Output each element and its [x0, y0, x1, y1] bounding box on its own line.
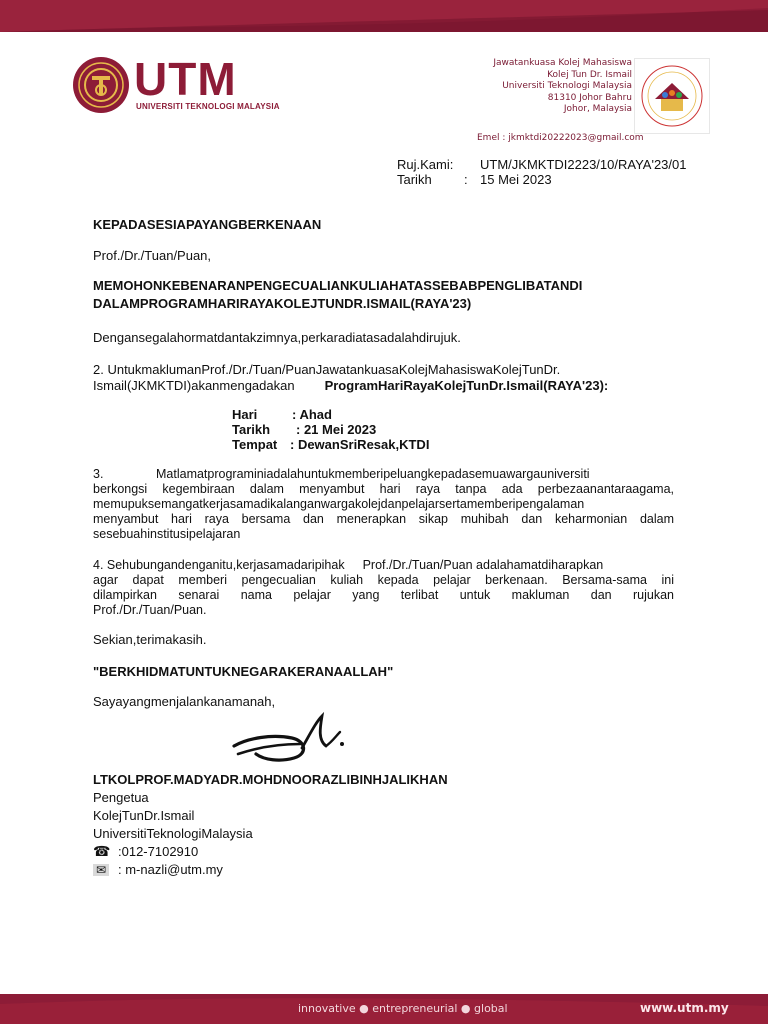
- envelope-icon: ✉: [93, 861, 118, 879]
- para4-line: 4. Sehubungandenganitu,kerjasamadaripihak Prof./Dr./Tuan/Puan adalahamatdiharapkan: [93, 558, 604, 572]
- kolej-address: [470, 58, 632, 116]
- utm-wordmark: UTM: [134, 53, 237, 105]
- signatory-email[interactable]: : m-nazli@utm.my: [118, 862, 223, 877]
- footer-band: [0, 994, 768, 1024]
- para3-line: memupuksemangatkerjasamadikalanganwargakolejdanpelajarsertamemberipengalaman: [93, 497, 585, 511]
- header-band: [0, 0, 768, 32]
- signatory-title: Pengetua: [93, 790, 149, 805]
- para3-line: menyambut hari raya bersama dan menerapkan sikap muhibah dan keharmonian dalam: [93, 512, 674, 526]
- kolej-line: Kolej Tun Dr. Ismail: [547, 69, 632, 80]
- motto: "BERKHIDMATUNTUKNEGARAKERANAALLAH": [93, 664, 394, 679]
- ref-block: [397, 157, 737, 187]
- phone-row: [93, 843, 513, 861]
- para3-line: sesebuahinstitusipelajaran: [93, 527, 241, 541]
- kolej-line: 81310 Johor Bahru: [547, 92, 632, 103]
- detail-row: Hari : Ahad: [232, 407, 332, 422]
- ruj-value: UTM/JKMKTDI2223/10/RAYA'23/01: [480, 157, 687, 172]
- kolej-line: Universiti Teknologi Malaysia: [502, 81, 632, 91]
- footer-tagline: innovative ● entrepreneurial ● global: [298, 1002, 508, 1015]
- tarikh-label: Tarikh: [397, 172, 432, 187]
- kolej-line: Johor, Malaysia: [563, 104, 632, 114]
- salutation: Prof./Dr./Tuan/Puan,: [93, 248, 212, 263]
- paragraph-1: Dengansegalahormatdantakzimnya,perkaradiatasadalahdirujuk.: [93, 330, 461, 345]
- para3-line: berkongsi kegembiraan dalam menyambut hari raya tanpa ada perbezaanantaraagama,: [93, 482, 674, 496]
- paragraph-3: [93, 467, 674, 542]
- ruj-label: Ruj.Kami:: [397, 157, 454, 172]
- signatory-phone: :012-7102910: [118, 844, 199, 859]
- addressee: KEPADASESIAPAYANGBERKENAAN: [93, 217, 322, 232]
- signatory-university: UniversitiTeknologiMalaysia: [93, 826, 253, 841]
- closing: Sekian,terimakasih.: [93, 632, 207, 647]
- utm-fullname: UNIVERSITI TEKNOLOGI MALAYSIA: [136, 102, 280, 111]
- program-name: ProgramHariRayaKolejTunDr.Ismail(RAYA'23):: [324, 378, 609, 393]
- detail-row: Tarikh : 21 Mei 2023: [232, 422, 377, 437]
- signatory-name: LTKOLPROF.MADYADR.MOHDNOORAZLIBINHJALIKHAN: [93, 772, 448, 787]
- event-details: [232, 407, 532, 452]
- ktdi-logo: [634, 58, 710, 134]
- tarikh-sep: :: [464, 172, 468, 187]
- ktdi-crest-icon: [635, 59, 709, 133]
- para4-line: dilampirkan senarai nama pelajar yang terlibat untuk makluman dan rujukan: [93, 588, 674, 602]
- email-row: [93, 861, 513, 879]
- para4-line: Prof./Dr./Tuan/Puan.: [93, 603, 207, 617]
- utm-crest-icon: [72, 56, 130, 114]
- paragraph-2: [93, 362, 683, 393]
- phone-icon: ☎: [93, 844, 111, 860]
- para2-line-2: Ismail(JKMKTDI)akanmengadakan ProgramHariRayaKolejTunDr.Ismail(RAYA'23):: [93, 378, 609, 393]
- footer-url[interactable]: www.utm.my: [640, 1001, 729, 1015]
- signatory-block: [93, 771, 513, 879]
- utm-logo: [72, 53, 280, 116]
- kolej-line: Jawatankuasa Kolej Mahasiswa: [493, 58, 632, 68]
- kolej-email: Emel : jkmktdi20222023@gmail.com: [477, 133, 644, 143]
- signatory-college: KolejTunDr.Ismail: [93, 808, 195, 823]
- tarikh-value: 15 Mei 2023: [480, 172, 552, 187]
- ref-row: [397, 157, 737, 172]
- signature: [228, 708, 358, 768]
- paragraph-4: [93, 558, 674, 618]
- subject: [93, 278, 683, 311]
- detail-row: Tempat : DewanSriResak,KTDI: [232, 437, 430, 452]
- tarikh-row: [397, 172, 737, 187]
- subject-line: DALAMPROGRAMHARIRAYAKOLEJTUNDR.ISMAIL(RAYA'23): [93, 296, 472, 311]
- subject-line: MEMOHONKEBENARANPENGECUALIANKULIAHATASSEBABPENGLIBATANDI: [93, 278, 583, 293]
- para4-line: agar dapat memberi pengecualian kuliah kepada pelajar berkenaan. Bersama-sama ini: [93, 573, 674, 587]
- signoff: Sayayangmenjalankanamanah,: [93, 694, 276, 709]
- para2-line: 2. UntukmaklumanProf./Dr./Tuan/PuanJawatankuasaKolejMahasiswaKolejTunDr.: [93, 362, 561, 377]
- para3-line: 3. Matlamatprograminiadalahuntukmemberipeluangkepadasemuawargauniversiti: [93, 467, 590, 481]
